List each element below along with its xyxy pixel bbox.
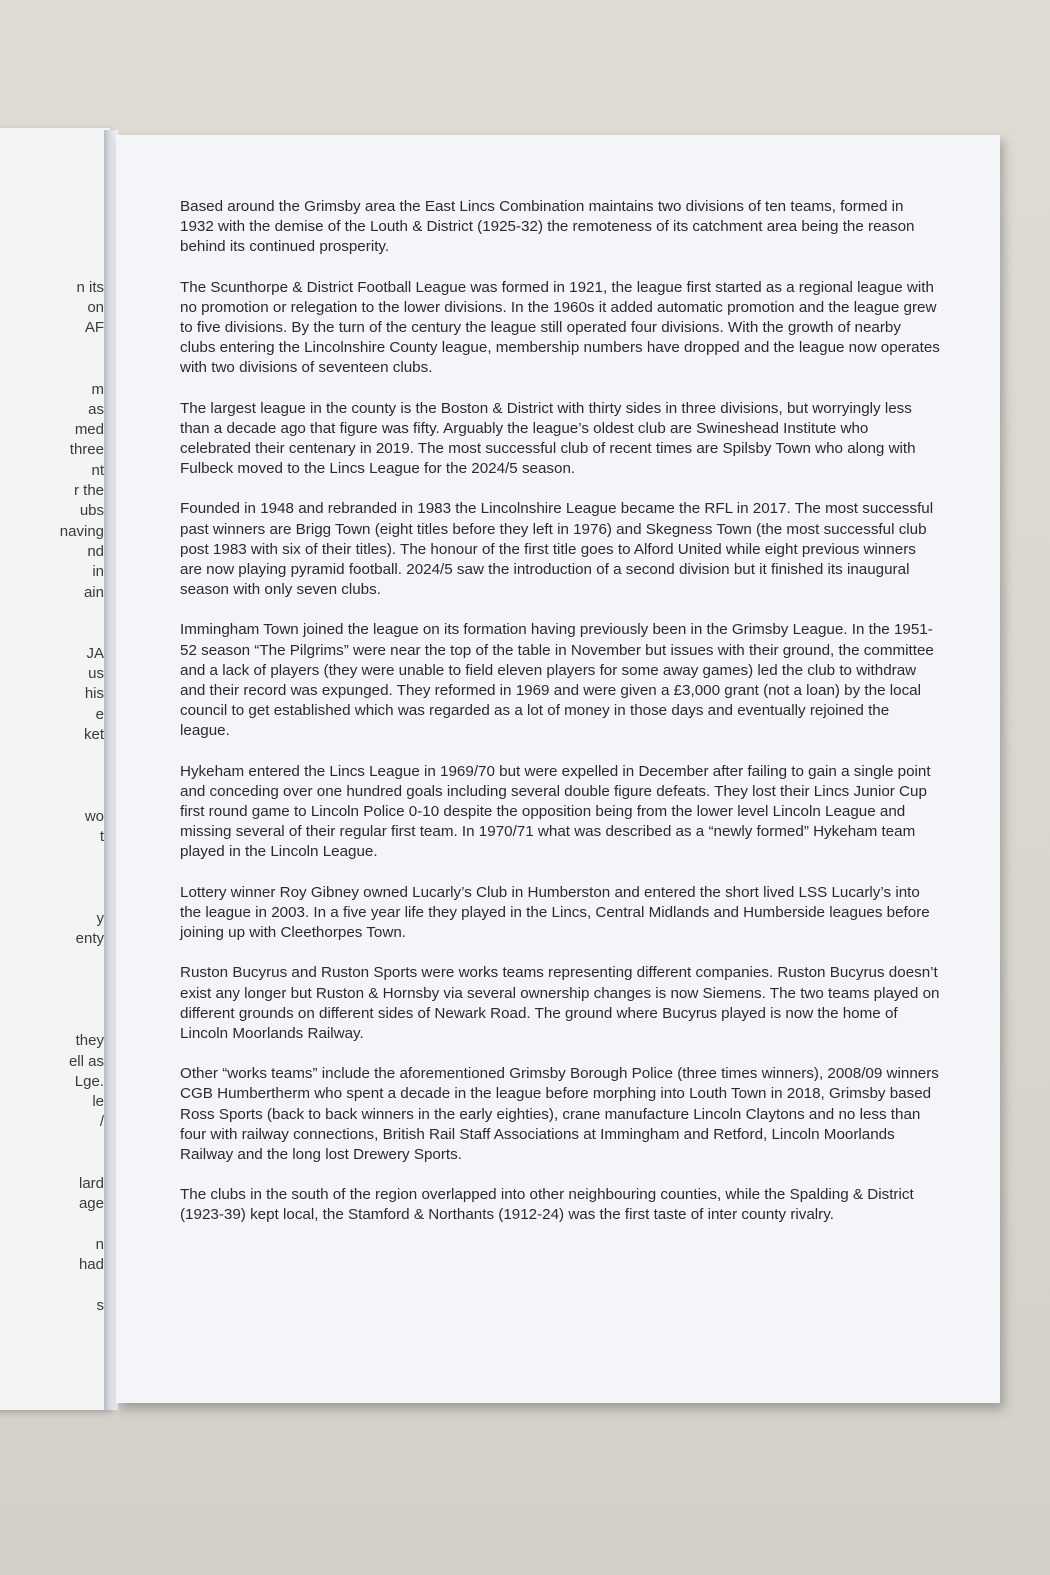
facing-page-fragment: had xyxy=(78,1256,104,1273)
facing-page-fragment: m xyxy=(91,381,104,398)
facing-page-fragment: ket xyxy=(83,726,104,743)
paragraph-east-lincs-combination: Based around the Grimsby area the East Lincs Combination maintains two divisions of ten teams, formed in 1932 with the demise of the Louth & District (1925-32) the remoteness of its catchment area being the reason behind its continued prosperity. xyxy=(180,198,915,256)
facing-page-fragment: le xyxy=(92,1093,104,1110)
facing-page-fragment: they xyxy=(75,1032,104,1049)
paragraph-works-teams: Other “works teams” include the aforementioned Grimsby Borough Police (three times winners), 2008/09 winners CGB Humbertherm who spent a decade in the league before morphing into Louth Town in 2018, Grimsby based Ross Sports (back to back winners in the early eighties), crane manufacture Lincoln Claytons and no less than four with railway connections, British Rail Staff Associations at Immingham and Retford, Lincoln Moorlands Railway and the long lost Drewery Sports. xyxy=(180,1065,939,1163)
facing-page-fragment: ain xyxy=(83,584,104,601)
paragraph-hykeham: Hykeham entered the Lincs League in 1969/70 but were expelled in December after failing to gain a single point and conceding over one hundred goals including several double figure defeats. They lost their Lincs Junior Cup first round game to Lincoln Police 0-10 despite the opposition being from the lower level Lincoln League and missing several of their regular first team. In 1970/71 what was described as a “newly formed” Hykeham team played in the Lincoln League. xyxy=(180,762,931,861)
facing-page-fragment: n its xyxy=(76,279,104,296)
facing-page-left xyxy=(0,128,110,1410)
facing-page-fragment: e xyxy=(95,706,104,723)
paragraph-lincolnshire-league: Founded in 1948 and rebranded in 1983 the Lincolnshire League became the RFL in 2017. The most successful past winners are Brigg Town (eight titles before they left in 1976) and Skegness Town (the most successful club post 1983 with six of their titles). The honour of the first title goes to Alford United while eight previous winners are now playing pyramid football. 2024/5 saw the introduction of a second division but it finished its inaugural season with only seven clubs. xyxy=(180,500,934,599)
facing-page-fragment: Lge. xyxy=(74,1073,104,1090)
document-page xyxy=(116,135,1000,1403)
facing-page-fragment: enty xyxy=(75,930,104,947)
paragraph-immingham-town: Immingham Town joined the league on its formation having previously been in the Grimsby League. In the 1951-52 season “The Pilgrims” were near the top of the table in November but issues with their ground, the committee and a lack of players (they were unable to field eleven players for some away games) led the club to withdraw and their record was expunged. They reformed in 1969 and were given a £3,000 grant (not a loan) by the local council to get established which was regarded as a lot of money in those days and eventually rejoined the league. xyxy=(180,621,934,740)
facing-page-fragment: s xyxy=(96,1297,104,1314)
paragraph-south-region: The clubs in the south of the region overlapped into other neighbouring counties, while the Spalding & District (1923-39) kept local, the Stamford & Northants (1912-24) was the first taste of inter county rivalry. xyxy=(180,1186,914,1224)
facing-page-fragment: lard xyxy=(78,1175,104,1192)
facing-page-fragment: age xyxy=(78,1195,104,1212)
facing-page-fragment: JA xyxy=(86,645,104,662)
facing-page-fragment: us xyxy=(88,665,104,682)
facing-page-fragment: ubs xyxy=(79,502,104,519)
paragraph-boston-district: The largest league in the county is the Boston & District with thirty sides in three divisions, but worryingly less than a decade ago that figure was fifty. Arguably the league’s oldest club are Swineshead Institute who celebrated their centenary in 2019. The most successful club of recent times are Spilsby Town who along with Fulbeck moved to the Lincs League for the 2024/5 season. xyxy=(180,399,916,478)
facing-page-fragment: y xyxy=(96,910,104,927)
facing-page-fragment: wo xyxy=(84,808,104,825)
facing-page-fragment: his xyxy=(84,685,104,702)
facing-page-fragment: ell as xyxy=(68,1053,104,1070)
paragraph-ruston: Ruston Bucyrus and Ruston Sports were works teams representing different companies. Ruston Bucyrus doesn’t exist any longer but Ruston & Hornsby via several ownership changes is now Siemens. The two teams played on different grounds on different sides of Newark Road. The ground where Bucyrus played is now the home of Lincoln Moorlands Railway. xyxy=(180,964,940,1042)
facing-page-fragment: nt xyxy=(91,462,104,479)
facing-page-fragment: on xyxy=(87,299,104,316)
paragraph-lucarlys: Lottery winner Roy Gibney owned Lucarly’s Club in Humberston and entered the short lived LSS Lucarly’s into the league in 2003. In a five year life they played in the Lincs, Central Midlands and Humberside leagues before joining up with Cleethorpes Town. xyxy=(180,883,930,942)
facing-page-fragment: AF xyxy=(84,319,104,336)
facing-page-fragment: t xyxy=(99,828,104,845)
facing-page-fragment: nd xyxy=(87,543,104,560)
facing-page-fragment: / xyxy=(99,1113,104,1130)
facing-page-fragment: r the xyxy=(73,482,104,499)
facing-page-fragment: in xyxy=(92,563,104,580)
page-body xyxy=(180,197,940,1246)
facing-page-fragment: naving xyxy=(59,523,104,540)
facing-page-fragment: as xyxy=(88,401,104,418)
facing-page-fragment: med xyxy=(74,421,104,438)
facing-page-fragment: three xyxy=(69,441,104,458)
paragraph-scunthorpe-league: The Scunthorpe & District Football League was formed in 1921, the league first started as a regional league with no promotion or relegation to the lower divisions. In the 1960s it added automatic promotion and the league grew to five divisions. By the turn of the century the league still operated four divisions. With the growth of nearby clubs entering the Lincolnshire County league, membership numbers have dropped and the league now operates with two divisions of seventeen clubs. xyxy=(180,278,940,377)
facing-page-fragment: n xyxy=(95,1236,104,1253)
